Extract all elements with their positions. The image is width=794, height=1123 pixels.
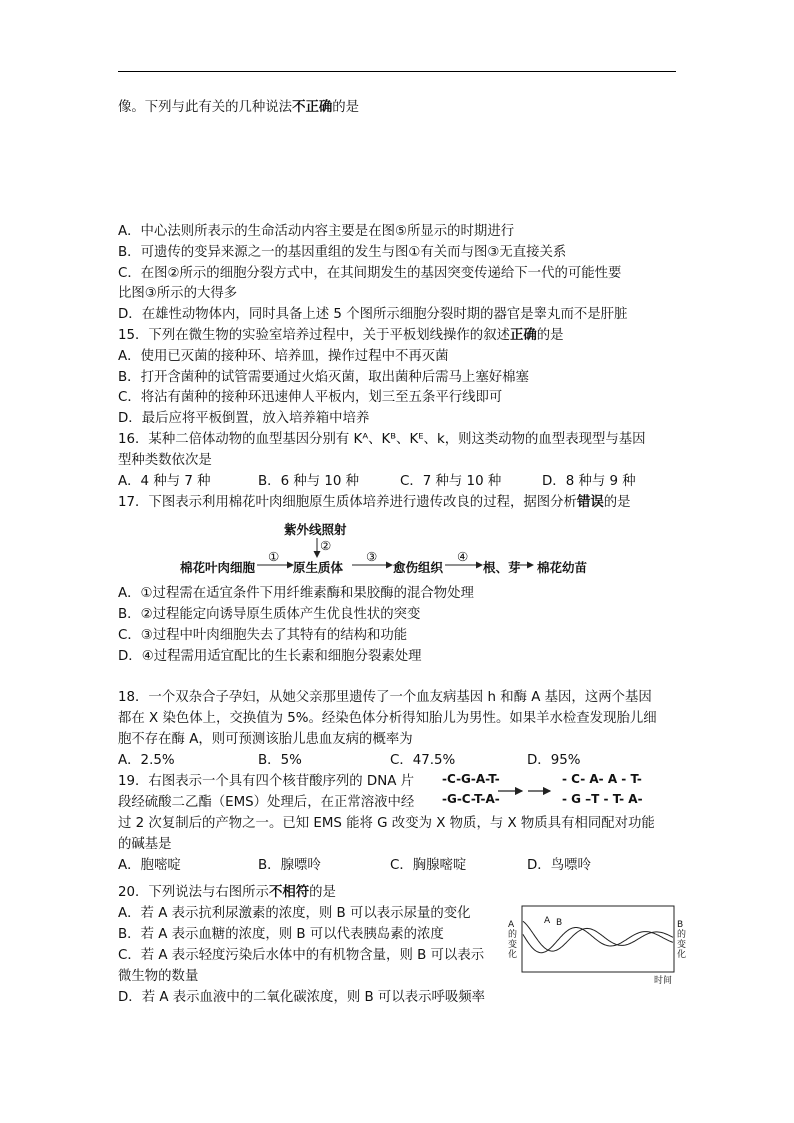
q20-stem: 20．下列说法与右图所示不相符的是: [118, 885, 336, 900]
q19-stem-cont-1: 段经硫酸二乙酯（EMS）处理后，在正常溶液中经: [118, 795, 415, 810]
q14-option-c: C．在图②所示的细胞分裂方式中，在其间期发生的基因突变传递给下一代的可能性要: [118, 266, 622, 281]
q17-flow-diagram: [180, 520, 610, 580]
flow-step-3: ③: [366, 549, 378, 564]
flow-stage-1: 棉花叶肉细胞: [180, 560, 256, 575]
q19-option-d: D．鸟嘌呤: [527, 858, 591, 873]
q18-stem-cont-1: 都在 X 染色体上，交换值为 5%。经染色体分析得知胎儿为男性。如果羊水检查发现胎儿细: [118, 711, 657, 726]
q16-option-c: C．7 种与 10 种: [400, 474, 502, 489]
q18-option-d: D．95%: [527, 753, 581, 768]
q15-option-b: B．打开含菌种的试管需要通过火焰灭菌，取出菌种后需马上塞好棉塞: [118, 370, 529, 385]
q16-stem-cont: 型种类数依次是: [118, 453, 212, 468]
q14-option-b: B．可遗传的变异来源之一的基因重组的发生与图①有关而与图③无直接关系: [118, 245, 567, 260]
q20-option-c: C．若 A 表示轻度污染后水体中的有机物含量，则 B 可以表示: [118, 948, 485, 963]
q14-option-a: A．中心法则所表示的生命活动内容主要是在图⑤所显示的时期进行: [118, 224, 515, 239]
dna-top-left: -C-G-A-T-: [442, 772, 500, 786]
flow-stage-3: 愈伤组织: [393, 560, 444, 575]
flow-step-1: ①: [268, 549, 280, 564]
flow-stage-5: 棉花幼苗: [537, 560, 588, 575]
graph-curve-b-label: B: [556, 918, 563, 928]
graph-curve-a-label: A: [544, 916, 551, 926]
flow-step-2: ②: [320, 538, 332, 553]
q18-option-b: B．5%: [258, 753, 302, 768]
q16-stem: 16．某种二倍体动物的血型基因分别有 Kᴬ、Kᴮ、Kᴱ、k，则这类动物的血型表现型与基因: [118, 432, 646, 447]
flow-stage-4: 根、芽: [483, 560, 521, 575]
q15-stem: 15．下列在微生物的实验室培养过程中，关于平板划线操作的叙述正确的是: [118, 328, 564, 343]
q19-dna-figure: [438, 770, 643, 810]
q14-option-d: D．在雄性动物体内，同时具备上述 5 个图所示细胞分裂时期的器官是睾丸而不是肝脏: [118, 307, 628, 322]
q19-stem-cont-2: 过 2 次复制后的产物之一。已知 EMS 能将 G 改变为 X 物质，与 X 物质具有相同配对功能: [118, 816, 655, 831]
q17-stem: 17．下图表示利用棉花叶肉细胞原生质体培养进行遗传改良的过程，据图分析错误的是: [118, 495, 631, 510]
dna-top-right: - C- A- A - T-: [562, 772, 642, 786]
q17-option-d: D．④过程需用适宜配比的生长素和细胞分裂素处理: [118, 649, 422, 664]
graph-x-axis-label: 时间: [654, 976, 673, 986]
q19-stem-cont-3: 的碱基是: [118, 837, 172, 852]
q15-option-c: C．将沾有菌种的接种环迅速伸人平板内，划三至五条平行线即可: [118, 390, 503, 405]
q15-option-a: A．使用已灭菌的接种环、培养皿，操作过程中不再灭菌: [118, 349, 449, 364]
dna-bottom-right: - G –T - T- A-: [562, 792, 643, 806]
header-rule: [118, 71, 676, 72]
q20-option-b: B．若 A 表示血糖的浓度，则 B 可以代表胰岛素的浓度: [118, 927, 444, 942]
q18-option-c: C．47.5%: [390, 753, 456, 768]
flow-stage-2: 原生质体: [293, 560, 344, 575]
q20-option-d: D．若 A 表示血液中的二氧化碳浓度，则 B 可以表示呼吸频率: [118, 990, 486, 1005]
q17-option-b: B．②过程能定向诱导原生质体产生优良性状的突变: [118, 607, 421, 622]
q16-option-b: B．6 种与 10 种: [258, 474, 360, 489]
q20-option-a: A．若 A 表示抗利尿激素的浓度，则 B 可以表示尿量的变化: [118, 906, 471, 921]
graph-left-axis-label: A的变化: [508, 920, 518, 960]
q17-option-a: A．①过程需在适宜条件下用纤维素酶和果胶酶的混合物处理: [118, 586, 474, 601]
q18-stem-cont-2: 胞不存在酶 A，则可预测该胎儿患血友病的概率为: [118, 732, 413, 747]
q17-option-c: C．③过程中叶肉细胞失去了其特有的结构和功能: [118, 628, 408, 643]
q16-option-a: A．4 种与 7 种: [118, 474, 211, 489]
q20-option-c-cont: 微生物的数量: [118, 969, 199, 984]
q16-option-d: D．8 种与 9 种: [542, 474, 636, 489]
q18-stem: 18．一个双杂合子孕妇，从她父亲那里遗传了一个血友病基因 h 和酶 A 基因，这两个基因: [118, 690, 652, 705]
q19-stem: 19．右图表示一个具有四个核苷酸序列的 DNA 片: [118, 774, 415, 789]
q20-graph: [508, 900, 688, 990]
q15-option-d: D．最后应将平板倒置，放入培养箱中培养: [118, 411, 370, 426]
q14-stem: 像。下列与此有关的几种说法不正确的是: [118, 100, 360, 115]
q18-option-a: A．2.5%: [118, 753, 175, 768]
q19-option-b: B．腺嘌呤: [258, 858, 321, 873]
q19-option-a: A．胞嘧啶: [118, 858, 181, 873]
q19-option-c: C．胸腺嘧啶: [390, 858, 467, 873]
dna-bottom-left: -G-C-T-A-: [442, 792, 500, 806]
flow-uv-label: 紫外线照射: [284, 522, 347, 537]
flow-step-4: ④: [457, 549, 469, 564]
q14-option-c-cont: 比图③所示的大得多: [118, 286, 238, 301]
graph-right-axis-label: B的变化: [677, 920, 687, 960]
